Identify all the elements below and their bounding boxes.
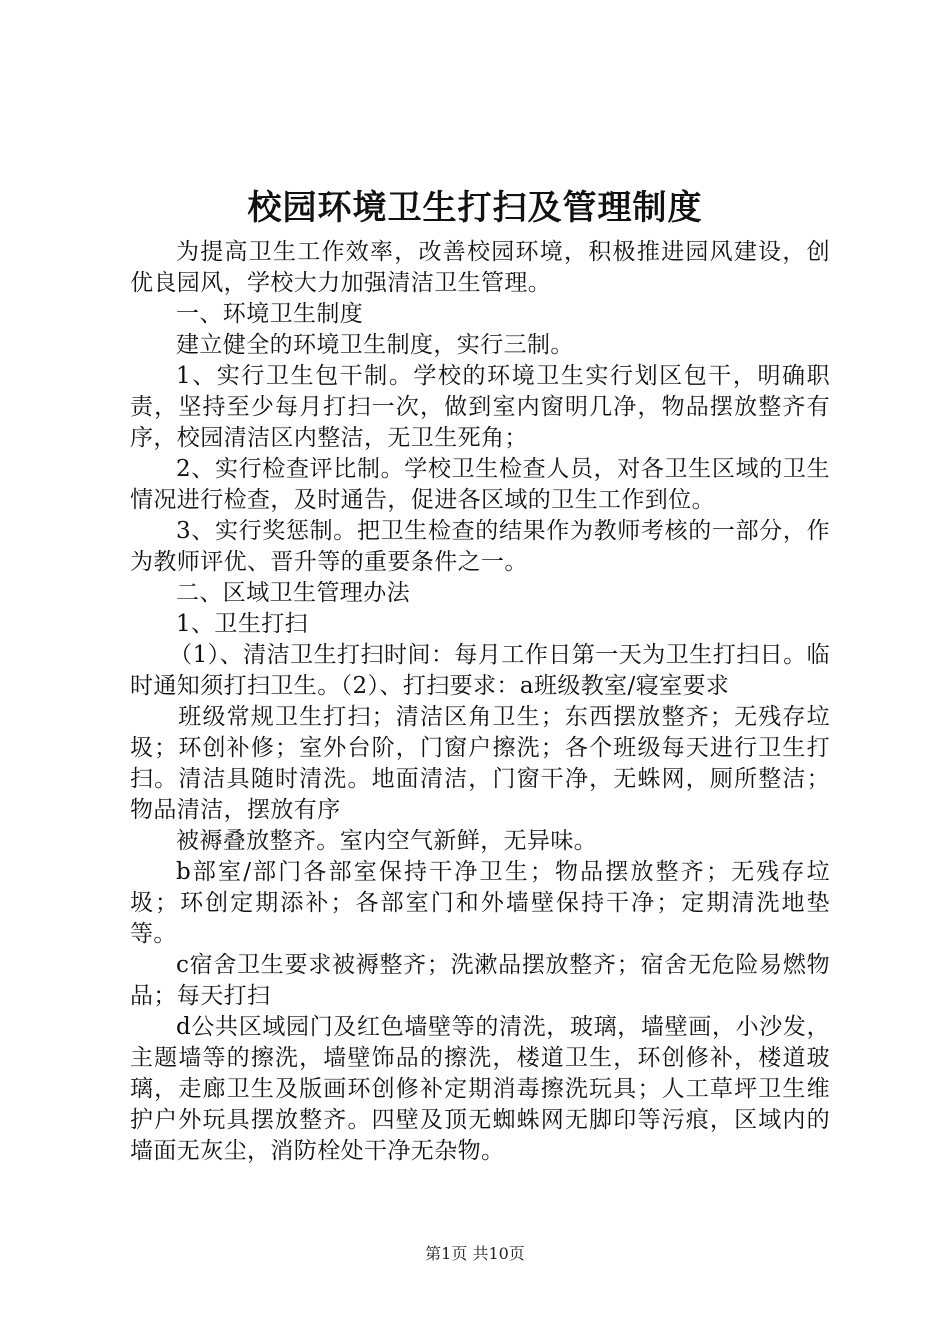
section-heading-2: 二、区域卫生管理办法 <box>176 580 410 606</box>
section-heading-1: 一、环境卫生制度 <box>176 301 364 327</box>
paragraph-dormitory: c宿舍卫生要求被褥整齐；洗漱品摆放整齐；宿舍无危险易燃物品；每天打扫 <box>130 952 830 1009</box>
document-body <box>130 237 830 1167</box>
paragraph-item-1: 1、实行卫生包干制。学校的环境卫生实行划区包干，明确职责，坚持至少每月打扫一次，做到室内窗明几净，物品摆放整齐有序，校园清洁区内整洁，无卫生死角； <box>130 363 830 451</box>
paragraph-three-systems: 建立健全的环境卫生制度，实行三制。 <box>176 332 574 358</box>
subheading-cleaning: 1、卫生打扫 <box>176 611 309 637</box>
paragraph-item-3: 3、实行奖惩制。把卫生检查的结果作为教师考核的一部分，作为教师评优、晋升等的重要条件之一。 <box>130 518 830 575</box>
paragraph-cleaning-time: （1）、清洁卫生打扫时间：每月工作日第一天为卫生打扫日。临时通知须打扫卫生。（2）、打扫要求：a班级教室/寝室要求 <box>130 642 830 699</box>
page-number: 第1页 共10页 <box>425 1244 525 1263</box>
paragraph-bedding: 被褥叠放整齐。室内空气新鲜，无异味。 <box>176 828 598 854</box>
paragraph-class-requirements: 班级常规卫生打扫；清洁区角卫生；东西摆放整齐；无残存垃圾；环创补修；室外台阶，门窗户擦洗；各个班级每天进行卫生打扫。清洁具随时清洗。地面清洁，门窗干净，无蛛网，厕所整洁；物品清洁，摆放有序 <box>130 704 830 823</box>
paragraph-item-2: 2、实行检查评比制。学校卫生检查人员，对各卫生区域的卫生情况进行检查，及时通告，促进各区域的卫生工作到位。 <box>130 456 830 513</box>
document-title: 校园环境卫生打扫及管理制度 <box>247 188 703 228</box>
paragraph-departments: b部室/部门各部室保持干净卫生；物品摆放整齐；无残存垃圾；环创定期添补；各部室门和外墙壁保持干净；定期清洗地垫等。 <box>130 859 830 947</box>
paragraph-public-areas: d公共区域园门及红色墙壁等的清洗，玻璃，墙壁画，小沙发，主题墙等的擦洗，墙壁饰品的擦洗，楼道卫生，环创修补，楼道玻璃，走廊卫生及版画环创修补定期消毒擦洗玩具；人工草坪卫生维护户外玩具摆放整齐。四壁及顶无蜘蛛网无脚印等污痕，区域内的墙面无灰尘，消防栓处干净无杂物。 <box>130 1014 830 1164</box>
paragraph-intro: 为提高卫生工作效率，改善校园环境，积极推进园风建设，创优良园风，学校大力加强清洁卫生管理。 <box>130 239 830 296</box>
